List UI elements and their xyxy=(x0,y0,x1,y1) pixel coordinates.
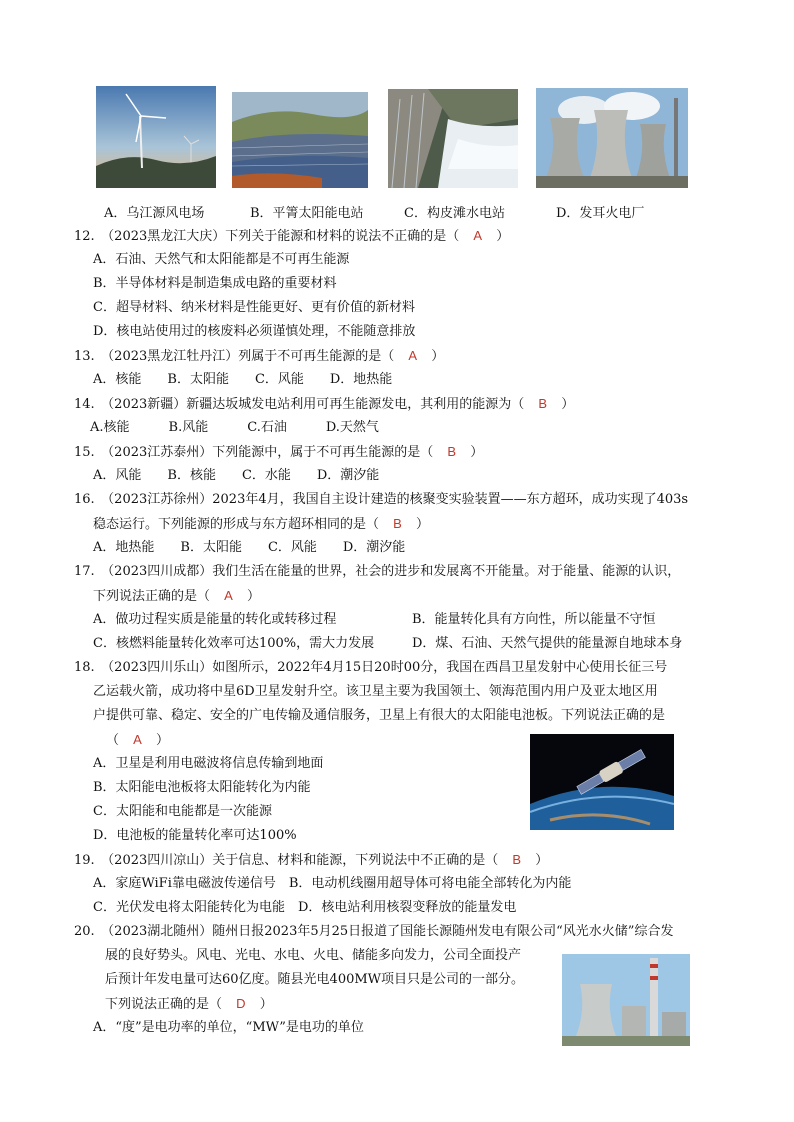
q16-answer: B xyxy=(393,516,402,531)
wind-farm-photo xyxy=(96,86,216,188)
q16-stem-2: 稳态运行。下列能源的形成与东方超环相同的是（ B ） xyxy=(93,516,429,532)
q16-options: A．地热能 B．太阳能 C．风能 D．潮汐能 xyxy=(93,540,406,555)
q18-stem-2: 乙运载火箭，成功将中星6D卫星发射升空。该卫星主要为我国领土、领海范围内用户及亚太地区用 xyxy=(93,684,658,699)
q13-stem: 13. （2023黑龙江牡丹江）列属于不可再生能源的是（ A ） xyxy=(74,348,445,364)
q19-options-cd: C．光伏发电将太阳能转化为电能 D．核电站利用核裂变释放的能量发电 xyxy=(93,900,517,915)
q17-option-d: D．煤、石油、天然气提供的能量源自地球本身 xyxy=(412,636,683,651)
q20-stem-4: 下列说法正确的是（ D ） xyxy=(105,996,273,1012)
q15-stem: 15. （2023江苏泰州）下列能源中，属于不可再生能源的是（ B ） xyxy=(74,444,484,460)
hydro-dam-photo xyxy=(388,89,518,188)
q19-options-ab: A．家庭WiFi靠电磁波传递信号 B．电动机线圈用超导体可将电能全部转化为内能 xyxy=(93,876,572,891)
q20-stem-2: 展的良好势头。风电、光电、水电、火电、储能多向发力，公司全面投产 xyxy=(105,948,522,963)
q12-option-b: B．半导体材料是制造集成电路的重要材料 xyxy=(93,276,337,291)
q18-option-b: B．太阳能电池板将太阳能转化为内能 xyxy=(93,780,311,795)
q15-options: A．风能 B．核能 C．水能 D．潮汐能 xyxy=(93,468,380,483)
q17-option-a: A．做功过程实质是能量的转化或转移过程 xyxy=(93,612,337,627)
q15-answer: B xyxy=(447,444,457,459)
q20-stem-3: 后预计年发电量可达60亿度。随县光电400MW项目只是公司的一部分。 xyxy=(105,972,525,987)
q12-answer: A xyxy=(473,228,483,243)
q18-answer-line: （ A ） xyxy=(106,732,169,748)
q18-option-c: C．太阳能和电能都是一次能源 xyxy=(93,804,272,819)
q13-options: A．核能 B．太阳能 C．风能 D．地热能 xyxy=(93,372,393,387)
q14-answer: B xyxy=(538,396,548,411)
q18-stem-3: 户提供可靠、稳定、安全的广电传输及通信服务，卫星上有很大的太阳能电池板。下列说法正确的是 xyxy=(93,708,666,723)
power-plant-photo xyxy=(562,954,690,1046)
caption-b: B．平箐太阳能电站 xyxy=(250,206,364,221)
q17-option-c: C．核燃料能量转化效率可达100%，需大力发展 xyxy=(93,636,375,651)
q20-answer: D xyxy=(236,996,246,1011)
q17-stem-2: 下列说法正确的是（ A ） xyxy=(93,588,260,604)
q12-stem: 12. （2023黑龙江大庆）下列关于能源和材料的说法不正确的是（ A ） xyxy=(74,228,510,244)
q12-option-c: C．超导材料、纳米材料是性能更好、更有价值的新材料 xyxy=(93,300,415,315)
solar-station-photo xyxy=(232,92,368,188)
q14-stem: 14. （2023新疆）新疆达坂城发电站利用可再生能源发电，其利用的能源为（ B ） xyxy=(74,396,575,412)
q18-option-a: A．卫星是利用电磁波将信息传输到地面 xyxy=(93,756,324,771)
q17-stem: 17. （2023四川成都）我们生活在能量的世界，社会的进步和发展离不开能量。对于能量、能源的认识， xyxy=(74,564,681,579)
q17-answer: A xyxy=(224,588,233,603)
q13-answer: A xyxy=(408,348,418,363)
thermal-plant-photo xyxy=(536,88,688,188)
q19-stem: 19. （2023四川凉山）关于信息、材料和能源，下列说法中不正确的是（ B ） xyxy=(74,852,549,868)
q16-stem: 16. （2023江苏徐州）2023年4月，我国自主设计建造的核聚变实验装置——东方超环，成功实现了403s xyxy=(74,492,689,507)
caption-d: D．发耳火电厂 xyxy=(556,206,645,221)
q18-answer: A xyxy=(133,732,142,747)
q12-option-d: D．核电站使用过的核废料必须谨慎处理，不能随意排放 xyxy=(93,324,416,339)
q18-option-d: D．电池板的能量转化率可达100% xyxy=(93,828,297,843)
q19-answer: B xyxy=(512,852,522,867)
caption-a: A．乌江源风电场 xyxy=(104,206,205,221)
q20-option-a: A．“度”是电功率的单位，“MW”是电功的单位 xyxy=(93,1020,364,1035)
q14-options: A.核能 B.风能 C.石油 D.天然气 xyxy=(90,420,379,435)
q18-stem: 18. （2023四川乐山）如图所示，2022年4月15日20时00分，我国在西昌卫星发射中心使用长征三号 xyxy=(74,660,668,675)
q12-option-a: A．石油、天然气和太阳能都是不可再生能源 xyxy=(93,252,350,267)
q17-option-b: B．能量转化具有方向性，所以能量不守恒 xyxy=(412,612,656,627)
q20-stem: 20. （2023湖北随州）随州日报2023年5月25日报道了国能长源随州发电有限公司“风光水火储”综合发 xyxy=(74,924,674,939)
caption-c: C．构皮滩水电站 xyxy=(404,206,505,221)
satellite-photo xyxy=(530,734,674,830)
